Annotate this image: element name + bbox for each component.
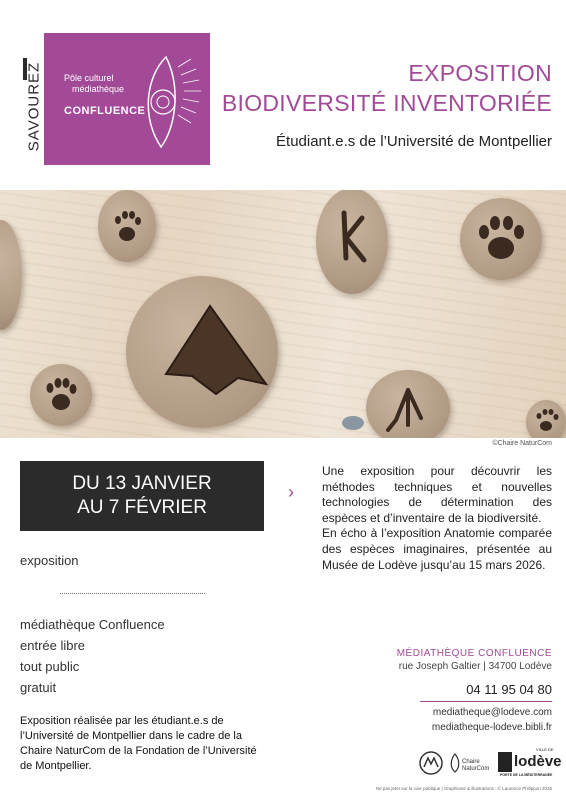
mediatheque-logo — [44, 33, 210, 165]
photo-credit: ©Chaire NaturCom — [492, 440, 552, 447]
claw-print-icon — [316, 190, 388, 294]
paw-print-disc-1 — [98, 190, 156, 262]
bird-track-icon — [366, 370, 450, 438]
chaire-naturcom-logo — [448, 752, 492, 776]
savourez-text: SAVOUREZ — [25, 61, 43, 152]
lodeve-ville-de: VILLE DE — [536, 747, 554, 752]
info-audience: tout public — [20, 659, 80, 674]
info-type: exposition — [20, 553, 79, 568]
paw-print-icon — [460, 198, 542, 280]
leaf-eye-icon — [136, 47, 206, 157]
info-entry: entrée libre — [20, 638, 86, 653]
pebble — [342, 416, 364, 430]
date-line-2: AU 7 FÉVRIER — [77, 497, 207, 518]
bird-track-disc — [366, 370, 450, 438]
lodeve-logo-block — [498, 752, 512, 772]
exhibition-subtitle: Étudiant.e.s de l’Université de Montpellier — [276, 133, 552, 150]
animal-tracks-photo — [0, 190, 566, 438]
paw-print-icon — [526, 400, 566, 438]
logo-line2: médiathèque — [72, 84, 125, 94]
logo-brand: CONFLUENCE — [64, 105, 146, 117]
info-place: médiathèque Confluence — [20, 617, 165, 632]
date-box — [20, 461, 264, 531]
lodeve-tagline: PORTE DE LA MÉDITERRANÉE — [500, 773, 553, 777]
date-line-1: DU 13 JANVIER — [72, 473, 212, 494]
contact-email[interactable]: mediatheque@lodeve.com — [432, 707, 552, 718]
contact-website[interactable]: mediatheque-lodeve.bibli.fr — [431, 722, 552, 733]
description-p2: En écho à l’exposition Anatomie comparée des espèces imaginaires, présentée au Musée de Lodève jusqu’au 15 mars 2026. — [322, 526, 552, 572]
lodeve-text: lodève — [514, 753, 562, 770]
chevron-right-icon: › — [288, 482, 294, 502]
dotted-divider — [60, 593, 205, 594]
paw-print-disc-3 — [30, 364, 92, 426]
paw-print-icon — [98, 190, 156, 262]
bottom-credit: Ne pas jeter sur la voie publique | Graphisme & illustrations : © Laurence Philippon 2025 — [375, 786, 552, 791]
contact-address: rue Joseph Galtier | 34700 Lodève — [398, 661, 552, 672]
logo-pole-text — [64, 73, 124, 95]
university-logo-icon — [418, 748, 444, 778]
description-p1: Une exposition pour découvrir les méthodes techniques et nouvelles technologies de détermination des espèces et d’inventaire de la biodiversité. — [322, 464, 552, 525]
paw-print-disc-2 — [460, 198, 542, 280]
info-price: gratuit — [20, 680, 57, 695]
exhibition-title — [222, 58, 552, 118]
lodeve-logo — [498, 747, 562, 782]
title-line-2: BIODIVERSITÉ INVENTORIÉE — [221, 90, 552, 116]
bird-foot-disc — [126, 276, 278, 428]
credits-note: Exposition réalisée par les étudiant.e.s de l’Université de Montpellier dans le cadre de la Chaire NaturCom de la Fondation de l’Université de Montpellier. — [20, 715, 257, 772]
partner-logos — [418, 747, 562, 782]
claw-print-disc — [316, 190, 388, 294]
contact-divider — [420, 701, 552, 702]
title-line-1: EXPOSITION — [408, 60, 552, 86]
description — [322, 464, 552, 573]
paw-print-icon — [30, 364, 92, 426]
logo-line1: Pôle culturel — [64, 73, 114, 83]
chaire-naturcom-icon — [448, 752, 462, 774]
contact-phone: 04 11 95 04 80 — [466, 682, 552, 697]
bird-foot-icon — [126, 276, 278, 428]
contact-title: MÉDIATHÈQUE CONFLUENCE — [396, 648, 552, 659]
savourez-label — [21, 58, 43, 164]
chaire-naturcom-text: Chaire NaturCom — [462, 759, 490, 772]
paw-print-disc-4 — [526, 400, 566, 438]
